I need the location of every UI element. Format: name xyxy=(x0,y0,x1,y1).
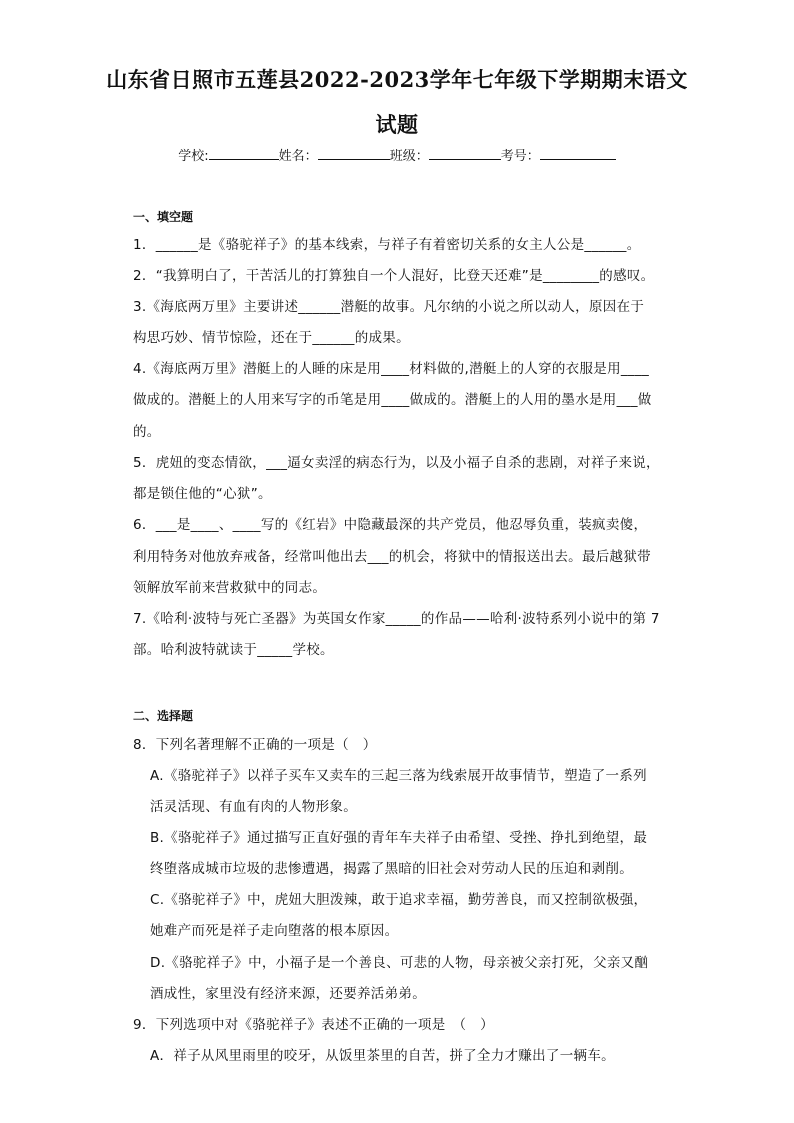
question-6-line3: 领解放军前来营救狱中的同志。 xyxy=(133,580,327,596)
question-9-option-a: A．祥子从风里雨里的咬牙，从饭里茶里的自苦，拼了全力才赚出了一辆车。 xyxy=(150,1048,615,1064)
exam-no-label: 考号： xyxy=(500,149,540,164)
question-5-line1: 5．虎妞的变态情欲，___逼女卖淫的病态行为，以及小福子自杀的悲剧，对祥子来说， xyxy=(133,455,660,471)
question-8-option-b-line1: B.《骆驼祥子》通过描写正直好强的青年车夫祥子由希望、受挫、挣扎到绝望，最 xyxy=(150,830,648,846)
question-5-line2: 都是锁住他的“心狱”。 xyxy=(133,486,272,502)
question-4-line2: 做成的。潜艇上的人用来写字的币笔是用____做成的。潜艇上的人用的墨水是用___做 xyxy=(133,392,652,408)
question-2: 2．“我算明白了，干苦活儿的打算独自一个人混好，比登天还难”是________的感叹。 xyxy=(133,268,655,284)
question-4-line3: 的。 xyxy=(133,424,161,440)
exam-no-blank[interactable] xyxy=(540,147,616,160)
question-8-option-d-line1: D.《骆驼祥子》中，小福子是一个善良、可悲的人物，母亲被父亲打死，父亲又酗 xyxy=(150,955,649,971)
exam-title-line2: 试题 xyxy=(375,112,419,137)
question-8: 8．下列名著理解不正确的一项是（ ） xyxy=(133,737,377,753)
school-label: 学校: xyxy=(178,149,209,164)
exam-title-line1: 山东省日照市五莲县2022-2023学年七年级下学期期末语文 xyxy=(106,67,688,92)
question-3-line2: 构思巧妙、情节惊险，还在于______的成果。 xyxy=(133,330,410,346)
question-8-option-c-line2: 她难产而死是祥子走向堕落的根本原因。 xyxy=(150,923,399,939)
class-label: 班级： xyxy=(389,149,429,164)
class-blank[interactable] xyxy=(429,147,501,160)
question-3-line1: 3.《海底两万里》主要讲述______潜艇的故事。凡尔纳的小说之所以动人，原因在于 xyxy=(133,299,645,315)
question-7-line2: 部。哈利波特就读于_____学校。 xyxy=(133,642,334,658)
question-8-option-a-line1: A.《骆驼祥子》以祥子买车又卖车的三起三落为线索展开故事情节，塑造了一系列 xyxy=(150,768,647,784)
section-choice-heading: 二、选择题 xyxy=(133,709,194,723)
question-4-line1: 4.《海底两万里》潜艇上的人睡的床是用____材料做的,潜艇上的人穿的衣服是用____ xyxy=(133,361,650,377)
name-label: 姓名： xyxy=(278,149,318,164)
question-8-option-d-line2: 酒成性，家里没有经济来源，还要养活弟弟。 xyxy=(150,986,426,1002)
question-8-option-a-line2: 活灵活现、有血有肉的人物形象。 xyxy=(150,799,357,815)
school-blank[interactable] xyxy=(209,147,279,160)
name-blank[interactable] xyxy=(318,147,390,160)
question-6-line1: 6．___是____、____写的《红岩》中隐藏最深的共产党员，他忍辱负重，装疯卖傻， xyxy=(133,517,648,533)
question-1: 1．______是《骆驼祥子》的基本线索，与祥子有着密切关系的女主人公是______。 xyxy=(133,237,641,253)
question-8-option-b-line2: 终堕落成城市垃圾的悲惨遭遇，揭露了黑暗的旧社会对劳动人民的压迫和剥削。 xyxy=(150,861,633,877)
question-9: 9．下列选项中对《骆驼祥子》表述不正确的一项是 （ ） xyxy=(133,1017,494,1033)
question-6-line2: 利用特务对他放弃戒备，经常叫他出去___的机会，将狱中的情报送出去。最后越狱带 xyxy=(133,549,651,565)
question-7-line1: 7.《哈利·波特与死亡圣器》为英国女作家_____的作品——哈利·波特系列小说中的第 7 xyxy=(133,611,660,627)
question-8-option-c-line1: C.《骆驼祥子》中，虎妞大胆泼辣，敢于追求幸福，勤劳善良，而又控制欲极强， xyxy=(150,892,648,908)
section-fill-blank-heading: 一、填空题 xyxy=(133,210,194,224)
student-info-row xyxy=(0,145,794,164)
